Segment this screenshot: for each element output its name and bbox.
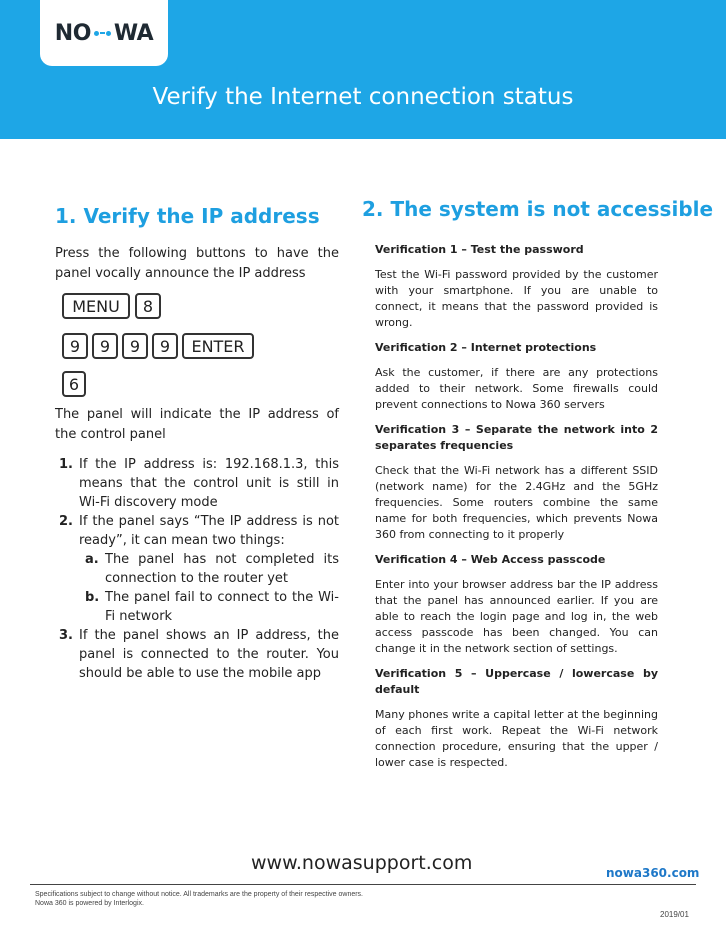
section2-heading: 2. The system is not accessible [362,197,714,221]
ip-status-list [55,455,339,683]
verification-text: Test the Wi-Fi password provided by the customer with your smartphone. If you are unable to connect, it means that the password provided is wrong. [375,268,658,329]
verification-title: Verification 1 – Test the password [375,243,584,256]
support-url[interactable]: www.nowasupport.com [251,852,473,874]
verification-list [375,242,658,780]
key-6: 6 [62,371,86,397]
disclaimer-line: Nowa 360 is powered by Interlogix. [35,900,144,907]
key-9: 9 [92,333,118,359]
disclaimer-line: Specifications subject to change without notice. All trademarks are the property of their respective owners. [35,891,364,898]
logo-right: WA [113,20,154,46]
list-item: 3. If the panel shows an IP address, the panel is connected to the router. You should be able to use the mobile app [59,628,339,681]
sub-list-item: a. The panel has not completed its connection to the router yet [85,552,339,586]
list-item: 1. If the IP address is: 192.168.1.3, this means that the control unit is still in Wi-Fi discovery mode [59,457,339,510]
header-banner [0,0,726,139]
section1-result: The panel will indicate the IP address of the control panel [55,407,339,442]
verification-title: Verification 3 – Separate the network into 2 separates frequencies [375,423,658,452]
section1-intro-block [55,244,339,284]
nowa-logo [55,21,153,46]
verification-title: Verification 5 – Uppercase / lowercase by default [375,667,658,696]
key-9: 9 [62,333,88,359]
verification-title: Verification 4 – Web Access passcode [375,553,606,566]
enter-key: ENTER [182,333,254,359]
verification-text: Many phones write a capital letter at the beginning of each first work. Repeat the Wi-Fi network connection procedure, ensuring that the upper / lower case is respected. [375,708,658,769]
section1-result-block [55,405,339,445]
section1-intro: Press the following buttons to have the panel vocally announce the IP address [55,246,339,281]
verification-title: Verification 2 – Internet protections [375,341,597,354]
footer-divider [30,884,696,885]
key-9: 9 [122,333,148,359]
disclaimer [35,890,363,908]
verification-text: Enter into your browser address bar the IP address that the panel has announced earlier. If you are able to reach the login page and log in, the web access passcode has been changed. You can change it in the network section of settings. [375,578,658,655]
logo-dots-icon [93,31,112,36]
verification-text: Check that the Wi-Fi network has a different SSID (network name) for the 2.4GHz and the 5GHz frequencies. Some routers combine the same name for both frequencies, which prevents Nowa 360 from connecting to it properly [375,464,658,541]
key-8: 8 [135,293,161,319]
verification-text: Ask the customer, if there are any protections added to their network. Some firewalls could prevent connections to Nowa 360 servers [375,366,658,411]
list-item: 2. If the panel says “The IP address is not ready”, it can mean two things: [59,514,339,548]
site-link[interactable]: nowa360.com [606,866,700,880]
section1-heading: 1. Verify the IP address [55,204,320,228]
document-date: 2019/01 [660,910,689,919]
sub-list-item: b. The panel fail to connect to the Wi-Fi network [85,590,339,624]
key-9: 9 [152,333,178,359]
logo-left: NO [54,20,91,46]
page-title: Verify the Internet connection status [152,84,574,110]
logo [40,0,168,66]
menu-key: MENU [62,293,130,319]
